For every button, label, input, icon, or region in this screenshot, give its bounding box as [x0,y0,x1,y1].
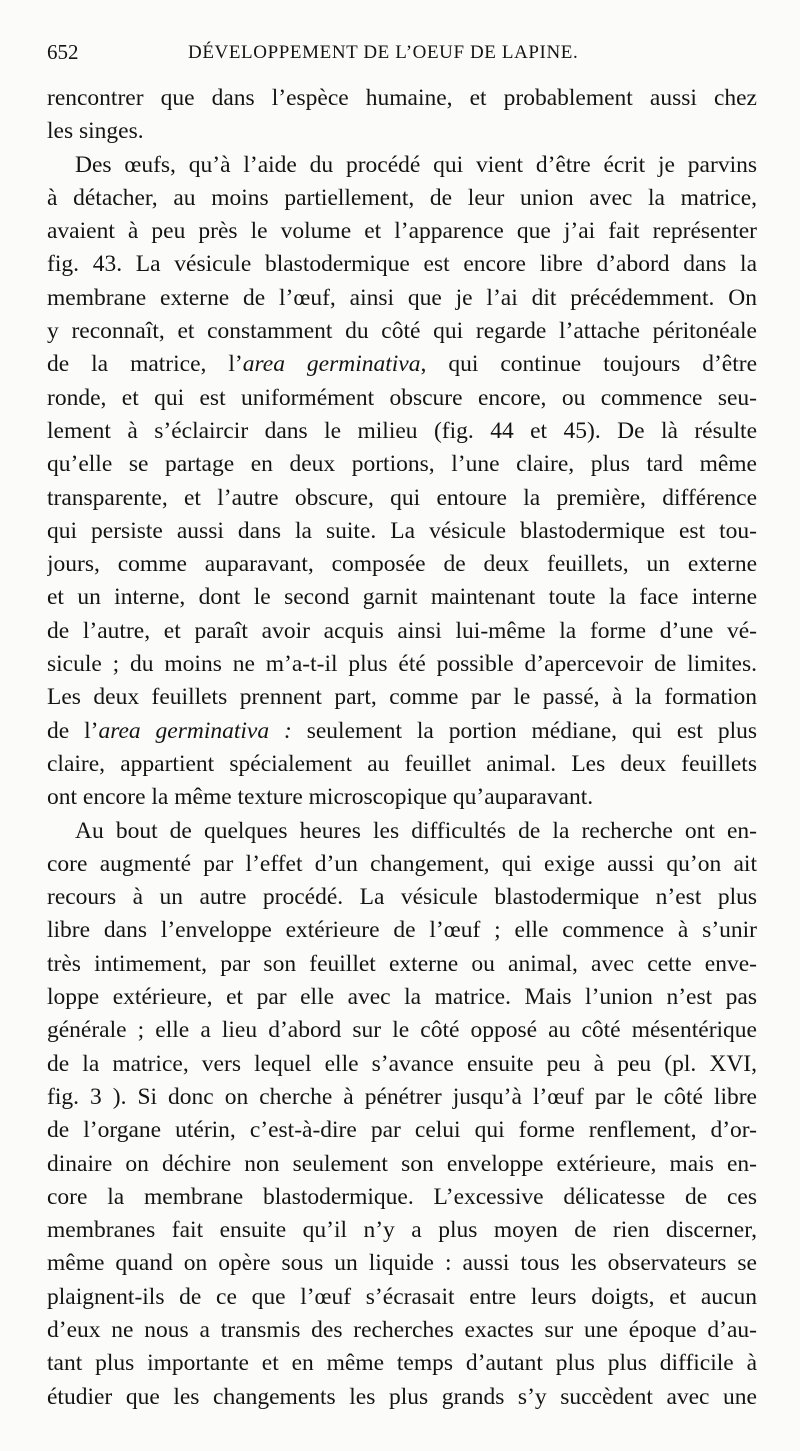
text-line: avaient à peu près le volume et l’apparence que j’ai fait représenter [47,218,757,245]
page-header [47,40,753,72]
italic-term: area germinativa [242,351,421,378]
text-segment: , qui continue toujours d’être [420,351,757,378]
text-line: y reconnaît, et constamment du côté qui regarde l’attache péritonéale [47,318,757,345]
text-line: core la membrane blastodermique. L’excessive délicatesse de ces [47,1183,757,1210]
text-line: loppe extérieure, et par elle avec la matrice. Mais l’union n’est pas [47,984,757,1011]
italic-term: area germinativa : [98,717,292,744]
text-line: d’eux ne nous a transmis des recherches exactes sur une époque d’au- [47,1316,757,1343]
body-text [47,82,757,1414]
text-line: membrane externe de l’œuf, ainsi que je l’ai dit précédemment. On [47,284,757,311]
text-line: même quand on opère sous un liquide : aussi tous les observateurs se [47,1250,757,1277]
text-line: fig. 3 ). Si donc on cherche à pénétrer jusqu’à l’œuf par le côté libre [47,1083,757,1110]
text-line: ronde, et qui est uniformément obscure encore, ou commence seu- [47,384,757,411]
text-segment: seulement la portion médiane, qui est plus [291,717,757,744]
text-line: transparente, et l’autre obscure, qui entoure la première, différence [47,484,757,511]
text-line: Au bout de quelques heures les difficultés de la recherche ont en- [75,817,757,844]
text-line: Les deux feuillets prennent part, comme par le passé, à la formation [47,684,757,711]
text-line: ont encore la même texture microscopique qu’auparavant. [47,784,594,811]
text-line [47,348,757,381]
text-line: de la matrice, vers lequel elle s’avance ensuite peu à peu (pl. XVI, [47,1050,757,1077]
text-segment: de la matrice, l’ [47,351,243,378]
text-line: fig. 43. La vésicule blastodermique est encore libre d’abord dans la [47,251,757,278]
text-line: dinaire on déchire non seulement son enveloppe extérieure, mais en- [47,1150,757,1177]
text-line: qu’elle se partage en deux portions, l’une claire, plus tard même [47,451,757,478]
text-line: de l’autre, et paraît avoir acquis ainsi lui-même la forme d’une vé- [47,617,757,644]
text-line: sicule ; du moins ne m’a-t-il plus été possible d’apercevoir de limites. [47,651,757,678]
text-line: core augmenté par l’effet d’un changement, qui exige aussi qu’on ait [47,850,757,877]
text-line: libre dans l’enveloppe extérieure de l’œuf ; elle commence à s’unir [47,917,757,944]
running-title: DÉVELOPPEMENT DE L’OEUF DE LAPINE. [188,42,579,63]
text-line: à détacher, au moins partiellement, de leur union avec la matrice, [47,184,757,211]
text-line [47,715,757,748]
text-line: rencontrer que dans l’espèce humaine, et probablement aussi chez [47,85,757,111]
text-line: de l’organe utérin, c’est-à-dire par celui qui forme renflement, d’or- [47,1117,757,1144]
text-line: Des œufs, qu’à l’aide du procédé qui vient d’être écrit je parvins [75,151,757,178]
text-line: qui persiste aussi dans la suite. La vésicule blastodermique est tou- [47,517,757,544]
text-line: tant plus importante et en même temps d’autant plus plus difficile à [47,1350,757,1377]
text-line: claire, appartient spécialement au feuillet animal. Les deux feuillets [47,750,757,777]
text-line: et un interne, dont le second garnit maintenant toute la face interne [47,584,757,611]
text-line: lement à s’éclaircir dans le milieu (fig. 44 et 45). De là résulte [47,417,757,444]
text-line: jours, comme auparavant, composée de deux feuillets, un externe [47,551,757,578]
text-line: générale ; elle a lieu d’abord sur le côté opposé au côté mésentérique [47,1017,757,1044]
text-line: les singes. [47,118,144,145]
text-line: plaignent-ils de ce que l’œuf s’écrasait entre leurs doigts, et aucun [47,1283,757,1310]
text-segment: de l’ [47,717,99,744]
text-line: très intimement, par son feuillet externe ou animal, avec cette enve- [47,950,757,977]
page-number: 652 [47,40,79,64]
text-line: étudier que les changements les plus grands s’y succèdent avec une [47,1383,757,1410]
text-line: membranes fait ensuite qu’il n’y a plus moyen de rien discerner, [47,1217,757,1244]
text-line: recours à un autre procédé. La vésicule blastodermique n’est plus [47,884,757,911]
